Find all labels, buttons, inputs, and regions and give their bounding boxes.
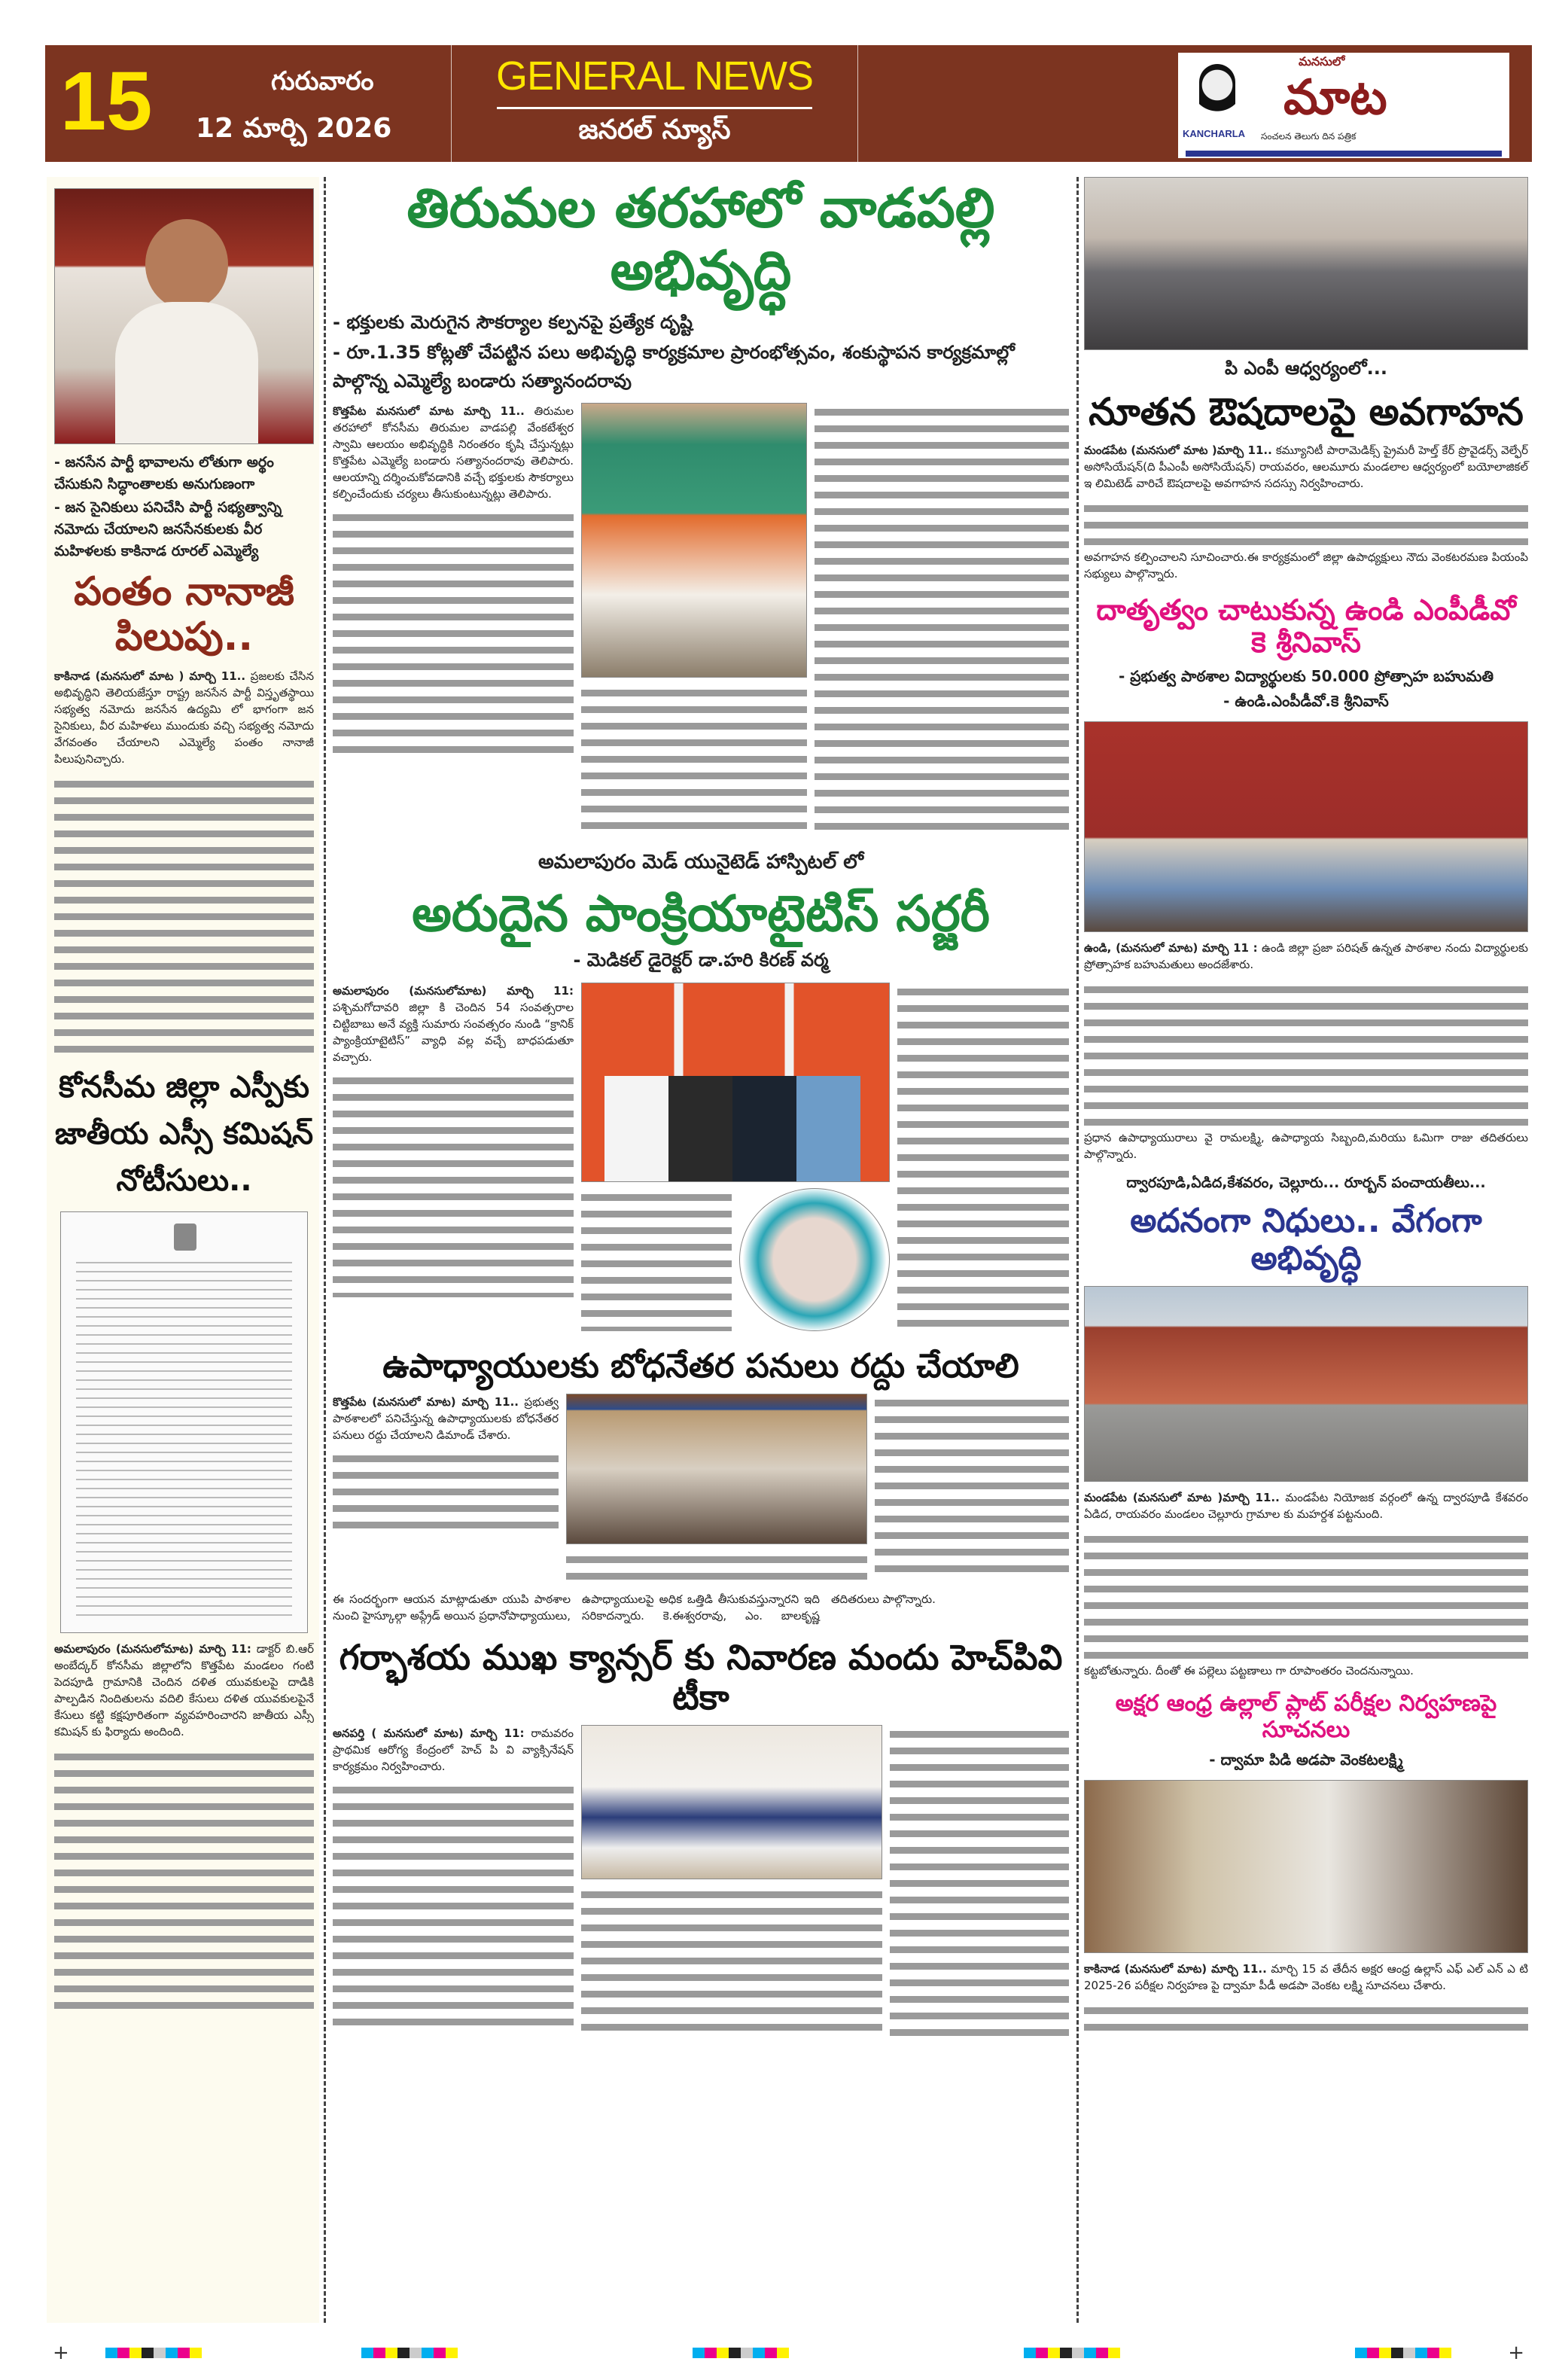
column-divider [324,177,326,2323]
text-continuation [581,1188,732,1331]
headline: పంతం నానాజీ పిలుపు.. [74,569,294,660]
headline: ఉపాధ్యాయులకు బోధనేతర పనులు రద్దు చేయాలి [382,1347,1019,1386]
article-body [333,1725,574,1775]
color-bar-icon [361,2348,458,2358]
section-title-english: GENERAL NEWS [495,53,814,99]
article-body [1084,442,1528,492]
article-body [1084,1961,1528,1994]
headline: తిరుమల తరహాలో వాడపల్లి అభివృద్ధి [407,176,995,302]
mla-photo [54,188,314,444]
exam-review-meeting-photo [1084,1780,1528,1953]
dateline: ఉండి, (మనసులో మాట) మార్చి 11 : [1084,940,1258,955]
body-text: డాక్టర్ బి.ఆర్ అంబేద్కర్ కోనసీమ జిల్లాలోని కొత్తపేట మండలం గంటి పెదపూడి గ్రామానికి చెందిన దళిత యువకులపై దాడికి పాల్పడిన నిందితులను వదిలి కేసులు దళిత యువకులపైనే కేసులు కట్టి కక్షపూరితంగా వ్యవహరించారని జాతీయ ఎస్సీ కమిషన్ కు ఫిర్యాదు అందింది. [54,1641,314,1739]
story-body-row [333,1394,1069,1583]
text-continuation [333,508,574,757]
crop-mark-icon: + [53,2342,69,2364]
text-continuation [581,684,807,834]
dateline: కాకినాడ (మనసులో మాట) మార్చి 11.. [1084,1962,1267,1976]
dateline: అమలాపురం (మనసులోమాట) మార్చి 11: [333,984,574,998]
founder-portrait-icon [1199,64,1235,124]
commission-notice-image [60,1211,308,1633]
dateline: మండపేట (మనసులో మాట )మార్చి 11.. [1084,443,1272,457]
text-continuation [890,1725,1069,2040]
headline: అక్షర ఆంధ్ర ఉల్లాల్ ప్లాట్ పరీక్షల నిర్వహణపై సూచనలు [1115,1690,1497,1743]
text-continuation [333,1449,559,1532]
headline: అరుదైన పాంక్రియాటైటిస్ సర్జరీ [412,884,990,943]
page-number: 15 [60,55,153,148]
text-continuation [581,1885,882,2036]
logo-block [858,45,1532,162]
logo-main-text: మాట [1283,69,1387,126]
dateline: మండపేట (మనసులో మాట )మార్చి 11.. [1084,1491,1280,1505]
body-text: మండపేట నియోజక వర్గంలో ఉన్న ద్వారపూడి కేశవరం ఏడిద, రాయవరం మండలం చెల్లూరు గ్రామాల కు మహర్దశ పట్టనుంది. [1084,1491,1529,1522]
article-closing: కట్టబోతున్నారు. దీంతో ఈ పల్లెలు పట్టణాలు గా రూపాంతరం చెందనున్నాయి. [1084,1664,1414,1678]
text-continuation [875,1394,1069,1582]
body-text: తిరుమల తరహాలో కోనసీమ తిరుమల వాడపల్లి వేంకటేశ్వర స్వామి ఆలయం అభివృద్ధికి నిరంతరం కృషి చేస్తున్నట్లు కొత్తపేట ఎమ్మెల్యే బండారు సత్యానందరావు తెలిపారు. ఆలయాన్ని దర్శించుకోవడానికి వచ్చే భక్తులకు సౌకర్యాలు కల్పించేందుకు చర్యలు తీసుకుంటున్నట్లు తెలిపారు. [333,404,574,501]
text-continuation [566,1550,867,1583]
print-registration-bar [45,2342,1532,2364]
section-title-telugu: జనరల్ న్యూస్ [578,114,731,145]
text-continuation [897,983,1069,1330]
left-column [54,188,314,2013]
dateline: అనపర్తి ( మనసులో మాట) మార్చి 11: [333,1726,525,1740]
body-text: ఉండి జిల్లా ప్రజా పరిషత్ ఉన్నత పాఠశాల నందు విద్యార్థులకు ప్రోత్సాహక బహుమతులు అందజేశారు. [1084,940,1528,971]
column-divider [1076,177,1079,2323]
color-bar-icon [1355,2348,1451,2358]
dateline: కొత్తపేట మనసులో మాట మార్చి 11.. [333,404,525,418]
text-continuation [1084,980,1528,1129]
subheadline: - ఉండి.ఎంపీడీవో.కె శ్రీనివాస్ [1223,691,1389,710]
logo-small-text: మనసులో [1299,54,1345,69]
article-closing: ప్రధాన ఉపాధ్యాయురాలు వై రామలక్ష్మి, ఉపాధ్యాయ సిబ్బంది,మరియు ఓమిగా రాజు తదితరులు పాల్గొన్నారు. [1084,1130,1528,1161]
text-continuation [1084,499,1528,549]
headline: అదనంగా నిధులు.. వేగంగా అభివృద్ధి [1130,1201,1482,1278]
story-body-row [333,1725,1069,2040]
text-continuation [333,1071,574,1297]
dateline: అమలాపురం (మనసులోమాట) మార్చి 11: [54,1641,251,1656]
dateline: కొత్తపేట (మనసులో మాట) మార్చి 11.. [333,1395,519,1409]
article-body [1084,940,1528,973]
color-bar-icon [693,2348,789,2358]
headline: కోనసీమ జిల్లా ఎస్పీకు జాతీయ ఎస్సీ కమిషన్ నోటీసులు.. [54,1069,314,1198]
temple-event-photo [581,403,807,678]
issue-date: 12 మార్చి 2026 [196,113,392,144]
headline: నూతన ఔషదాలపై అవగాహన [1089,390,1524,434]
section-title-block [452,45,858,162]
body-text: మార్చి 15 వ తేదీన అక్షర ఆంధ్ర ఉల్లాస్ ఎఫ్ ఎల్ ఎన్ ఎ టి 2025-26 పరీక్షల నిర్వహణ పై ద్వామా పీడీ అడపా వెంకట లక్ష్మి సూచనలు చేశారు. [1084,1962,1529,1993]
body-text: రామవరం ప్రాథమిక ఆరోగ్య కేంద్రంలో హెచ్ పి వి వ్యాక్సినేషన్ కార్యక్రమం నిర్వహించారు. [333,1726,574,1773]
hospital-doctors-photo [581,983,890,1182]
mpdo-school-event-photo [1084,721,1528,932]
color-bar-icon [105,2348,202,2358]
byline: - ద్వామా పిడి అడపా వెంకటలక్ష్మి [1209,1751,1403,1769]
story-body-row [333,983,1069,1331]
panchayat-building-photo [1084,1286,1528,1482]
body-text: పశ్చిమగోదావరి జిల్లా కి చెందిన 54 సంవత్సరాల చిట్టిబాబు అనే వ్యక్తి సుమారు సంవత్సరం నుండి “క్రానిక్ ప్యాంక్రియాటైటిస్” వ్యాధి వల్ల వచ్చే బాధపడుతూ వచ్చారు. [333,1001,574,1065]
hpv-vaccine-team-photo [581,1725,882,1879]
kicker: అమలాపురం మెడ్ యునైటెడ్ హాస్పిటల్ లో [537,850,863,873]
crop-mark-icon: + [1508,2342,1524,2364]
subheadline: - రూ.1.35 కోట్లతో చేపట్టిన పలు అభివృద్ధి కార్యక్రమాల ప్రారంభోత్సవం, శంకుస్థాపన కార్యక్రమాల్లో పాల్గొన్న ఎమ్మెల్యే బండారు సత్యానందరావు [333,341,1015,392]
text-continuation [54,1748,314,2013]
article-body [333,403,574,502]
body-text: ప్రజలకు చేసిన అభివృద్ధిని తెలియజేస్తూ రాష్ట్ర జనసేన పార్టీ విస్తృతస్థాయి సభ్యత్వ నమోదు జనసేన ఉద్యమి లో భాగంగా జన సైనికులు, వీర మహిళలు ముందుకు వచ్చి సభ్యత్వ నమోదు వేగవంతం చేయాలని ఎమ్మెల్యే పంతం నానాజీ పిలుపునిచ్చారు. [54,669,314,766]
section-divider [497,107,812,109]
article-body [333,1394,559,1443]
right-column [1084,177,1528,2034]
pmp-meeting-photo [1084,177,1528,350]
text-continuation [54,775,314,1056]
story-bullet: - జనసేన పార్టీ భావాలను లోతుగా అర్థం చేసుకుని సిద్ధాంతాలకు అనుగుణంగా [54,454,274,492]
article-body [54,1641,314,1740]
story-bullet: - జన సైనికులు పనిచేసి పార్టీ సభ్యత్వాన్ని నమోదు చేయాలని జనసేనకులకు వీర మహిళలకు కాకినాడ రూరల్ ఎమ్మెల్యే [54,499,282,559]
text-continuation [1084,2001,1528,2034]
article-closing: ఈ సందర్భంగా ఆయన మాట్లాడుతూ యుపి పాఠశాల నుంచి హైస్కూల్గా అప్గ్రేడ్ అయిన ప్రధానోపాధ్యాయులు, ఉపాధ్యాయులపై అధిక ఒత్తిడి తీసుకువస్తున్నారని ఇది సరికాదన్నారు. కె.ఈశ్వరరావు, ఎం. బాలకృష్ణ తదితరులు పాల్గొన్నారు. [333,1592,936,1623]
text-continuation [815,403,1069,833]
headline: దాతృత్వం చాటుకున్న ఉండి ఎంపీడీవో కె శ్రీనివాస్ [1096,593,1516,660]
dateline: కాకినాడ (మనసులో మాట ) మార్చి 11.. [54,669,246,683]
logo-tagline: సంచలన తెలుగు దిన పత్రిక [1261,131,1357,142]
body-text: కమ్యూనిటీ పారామెడిక్స్ ప్రైమరీ హెల్త్ కేర్ ప్రొవైడర్స్ వెల్ఫేర్ అసోసియేషన్(ది పీఎంపీ అసోసియేషన్) రాయవరం, ఆలమూరు మండలాల ఆధ్వర్యంలో బయోలాజికల్ ఇ లిమిటెడ్ వారిచే ఔషదాలపై అవగాహన సదస్సు నిర్వహించారు. [1084,443,1528,490]
teachers-group-photo [566,1394,867,1544]
article-body [333,983,574,1065]
story-body-row [333,403,1069,834]
color-bar-icon [1024,2348,1120,2358]
center-column [333,177,1069,2040]
article-closing: అవగాహన కల్పించాలని సూచించారు.ఈ కార్యక్రమంలో జిల్లా ఉపాధ్యక్షులు నౌదు వెంకటరమణ పియంపి సభ్యులు పాల్గొన్నారు. [1084,550,1528,581]
article-body [54,668,314,767]
weekday: గురువారం [271,66,374,96]
masthead [45,45,1532,162]
pancreatic-stones-inset-photo [739,1188,890,1331]
byline: - మెడికల్ డైరెక్టర్ డా.హరి కిరణ్ వర్మ [573,949,829,971]
logo-bar [1186,151,1502,157]
text-continuation [1084,1530,1528,1662]
text-continuation [333,1781,574,2029]
headline: గర్భాశయ ముఖ క్యాన్సర్ కు నివారణ మందు హెచ్‌పివి టీకా [339,1637,1063,1717]
subheadline: - ప్రభుత్వ పాఠశాల విద్యార్థులకు 50.000 ప్రోత్సాహ బహుమతి [1118,666,1494,685]
logo-brand: KANCHARLA [1183,128,1246,139]
masthead-date-block [45,45,452,162]
article-body [1084,1489,1528,1522]
kicker: పి ఎంపీ ఆధ్వర్యంలో... [1225,358,1387,379]
subheadline: - భక్తులకు మెరుగైన సౌకర్యాల కల్పనపై ప్రత్యేక దృష్టి [333,311,693,333]
body-text: ప్రభుత్వ పాఠశాలలో పనిచేస్తున్న ఉపాధ్యాయులకు బోధనేతర పనులు రద్దు చేయాలని డిమాండ్ చేశారు. [333,1395,559,1443]
kicker: ద్వారపూడి,ఏడిద,కేశవరం, చెల్లూరు... రూర్బన్ పంచాయతీలు... [1126,1174,1486,1191]
newspaper-logo [1178,53,1509,158]
